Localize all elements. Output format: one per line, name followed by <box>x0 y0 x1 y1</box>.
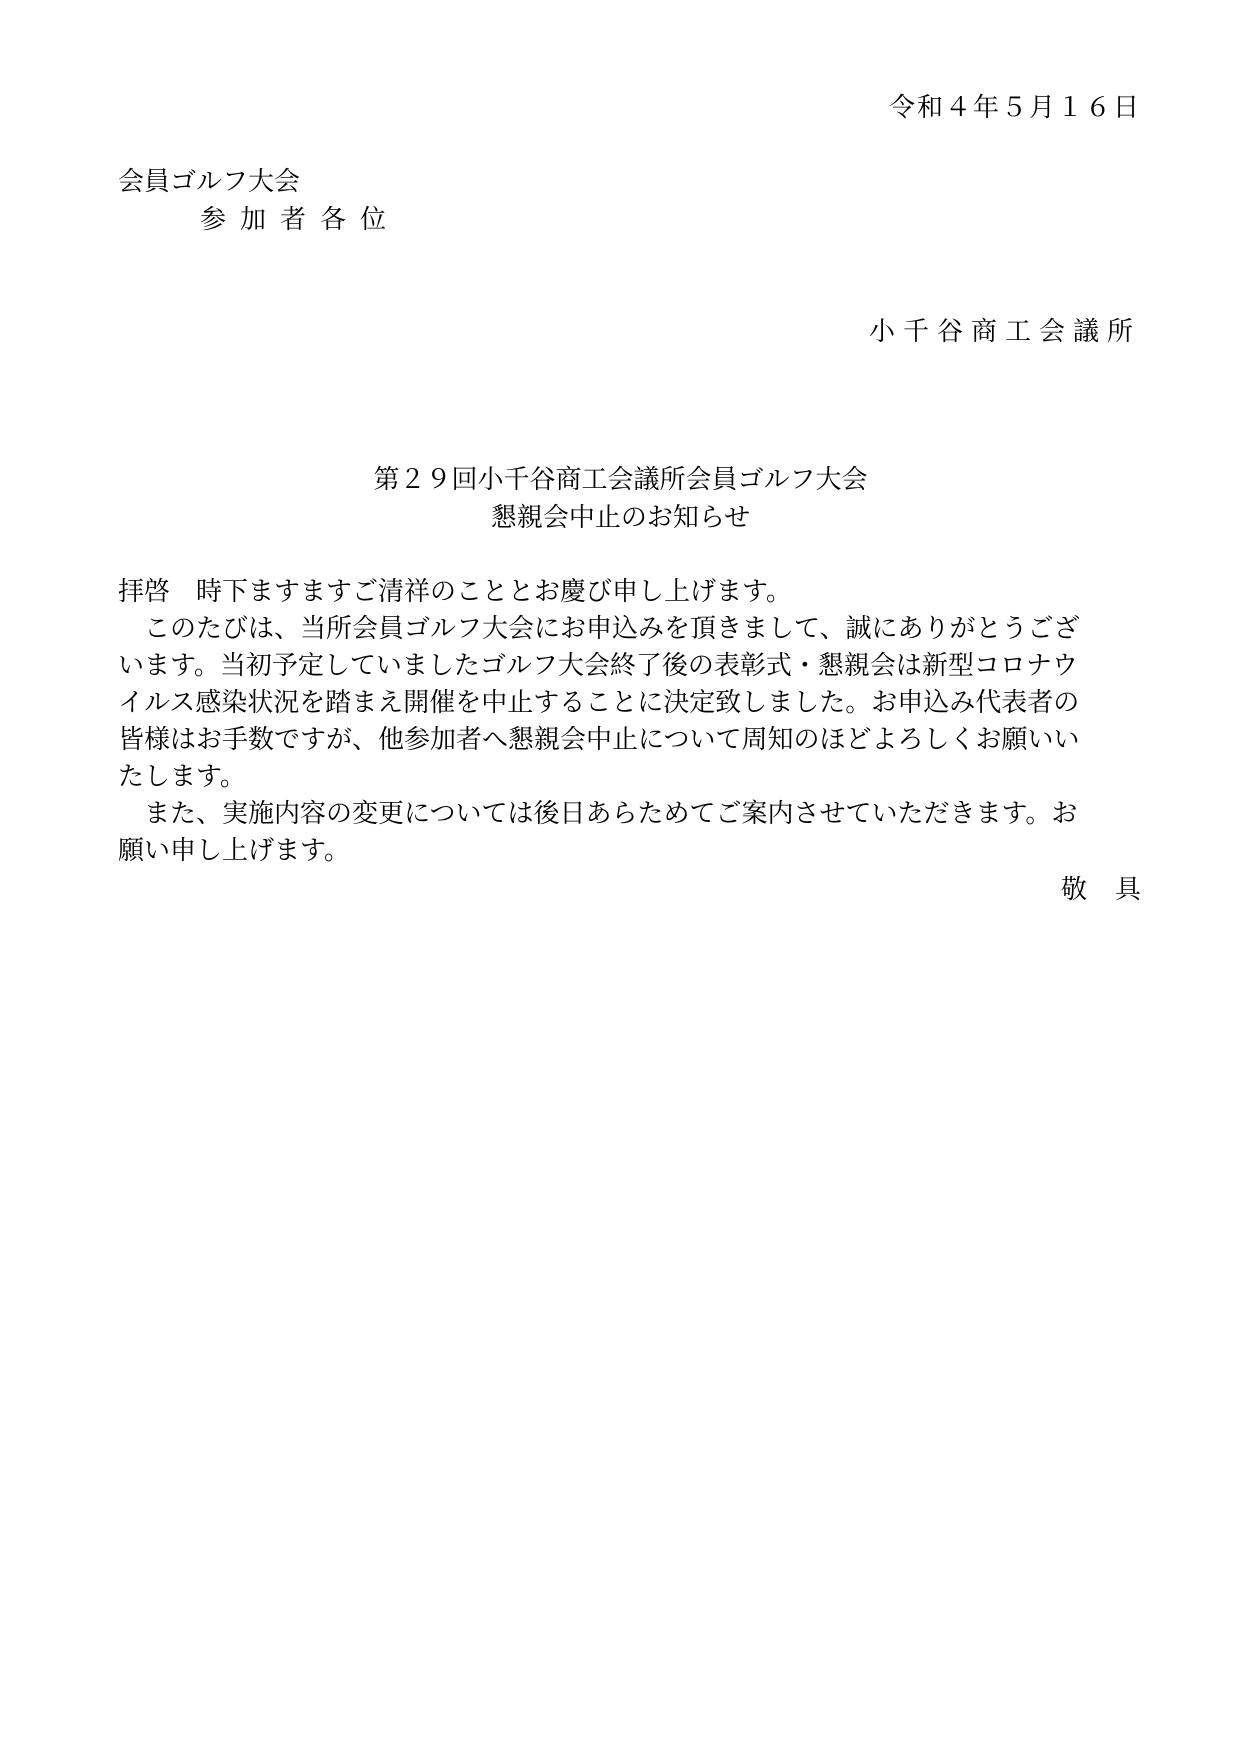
letter-title-line-2: 懇親会中止のお知らせ <box>490 503 751 533</box>
body-line: います。当初予定していましたゴルフ大会終了後の表彰式・懇親会は新型コロナウ <box>118 651 1078 681</box>
sender-name: 小千谷商工会議所 <box>868 317 1141 347</box>
letter-title-line-1: 第２９回小千谷商工会議所会員ゴルフ大会 <box>373 465 868 495</box>
body-line: イルス感染状況を踏まえ開催を中止することに決定致しました。お申込み代表者の <box>118 688 1080 718</box>
closing-phrase: 敬具 <box>1060 875 1169 905</box>
body-line: このたびは、当所会員ゴルフ大会にお申込みを頂きまして、誠にありがとうござ <box>118 614 1080 644</box>
greeting-line: 拝啓 時下ますますご清祥のこととお慶び申し上げます。 <box>118 577 792 607</box>
body-line: たします。 <box>118 762 246 792</box>
body-line: また、実施内容の変更については後日あらためてご案内させていただきます。お <box>118 799 1078 829</box>
addressee-line-1: 会員ゴルフ大会 <box>118 167 301 197</box>
letter-date: 令和４年５月１６日 <box>888 93 1141 123</box>
addressee-line-2: 参加者各位 <box>200 205 401 235</box>
body-line: 皆様はお手数ですが、他参加者へ懇親会中止について周知のほどよろしくお願いい <box>118 725 1080 755</box>
body-line: 願い申し上げます。 <box>118 836 350 866</box>
